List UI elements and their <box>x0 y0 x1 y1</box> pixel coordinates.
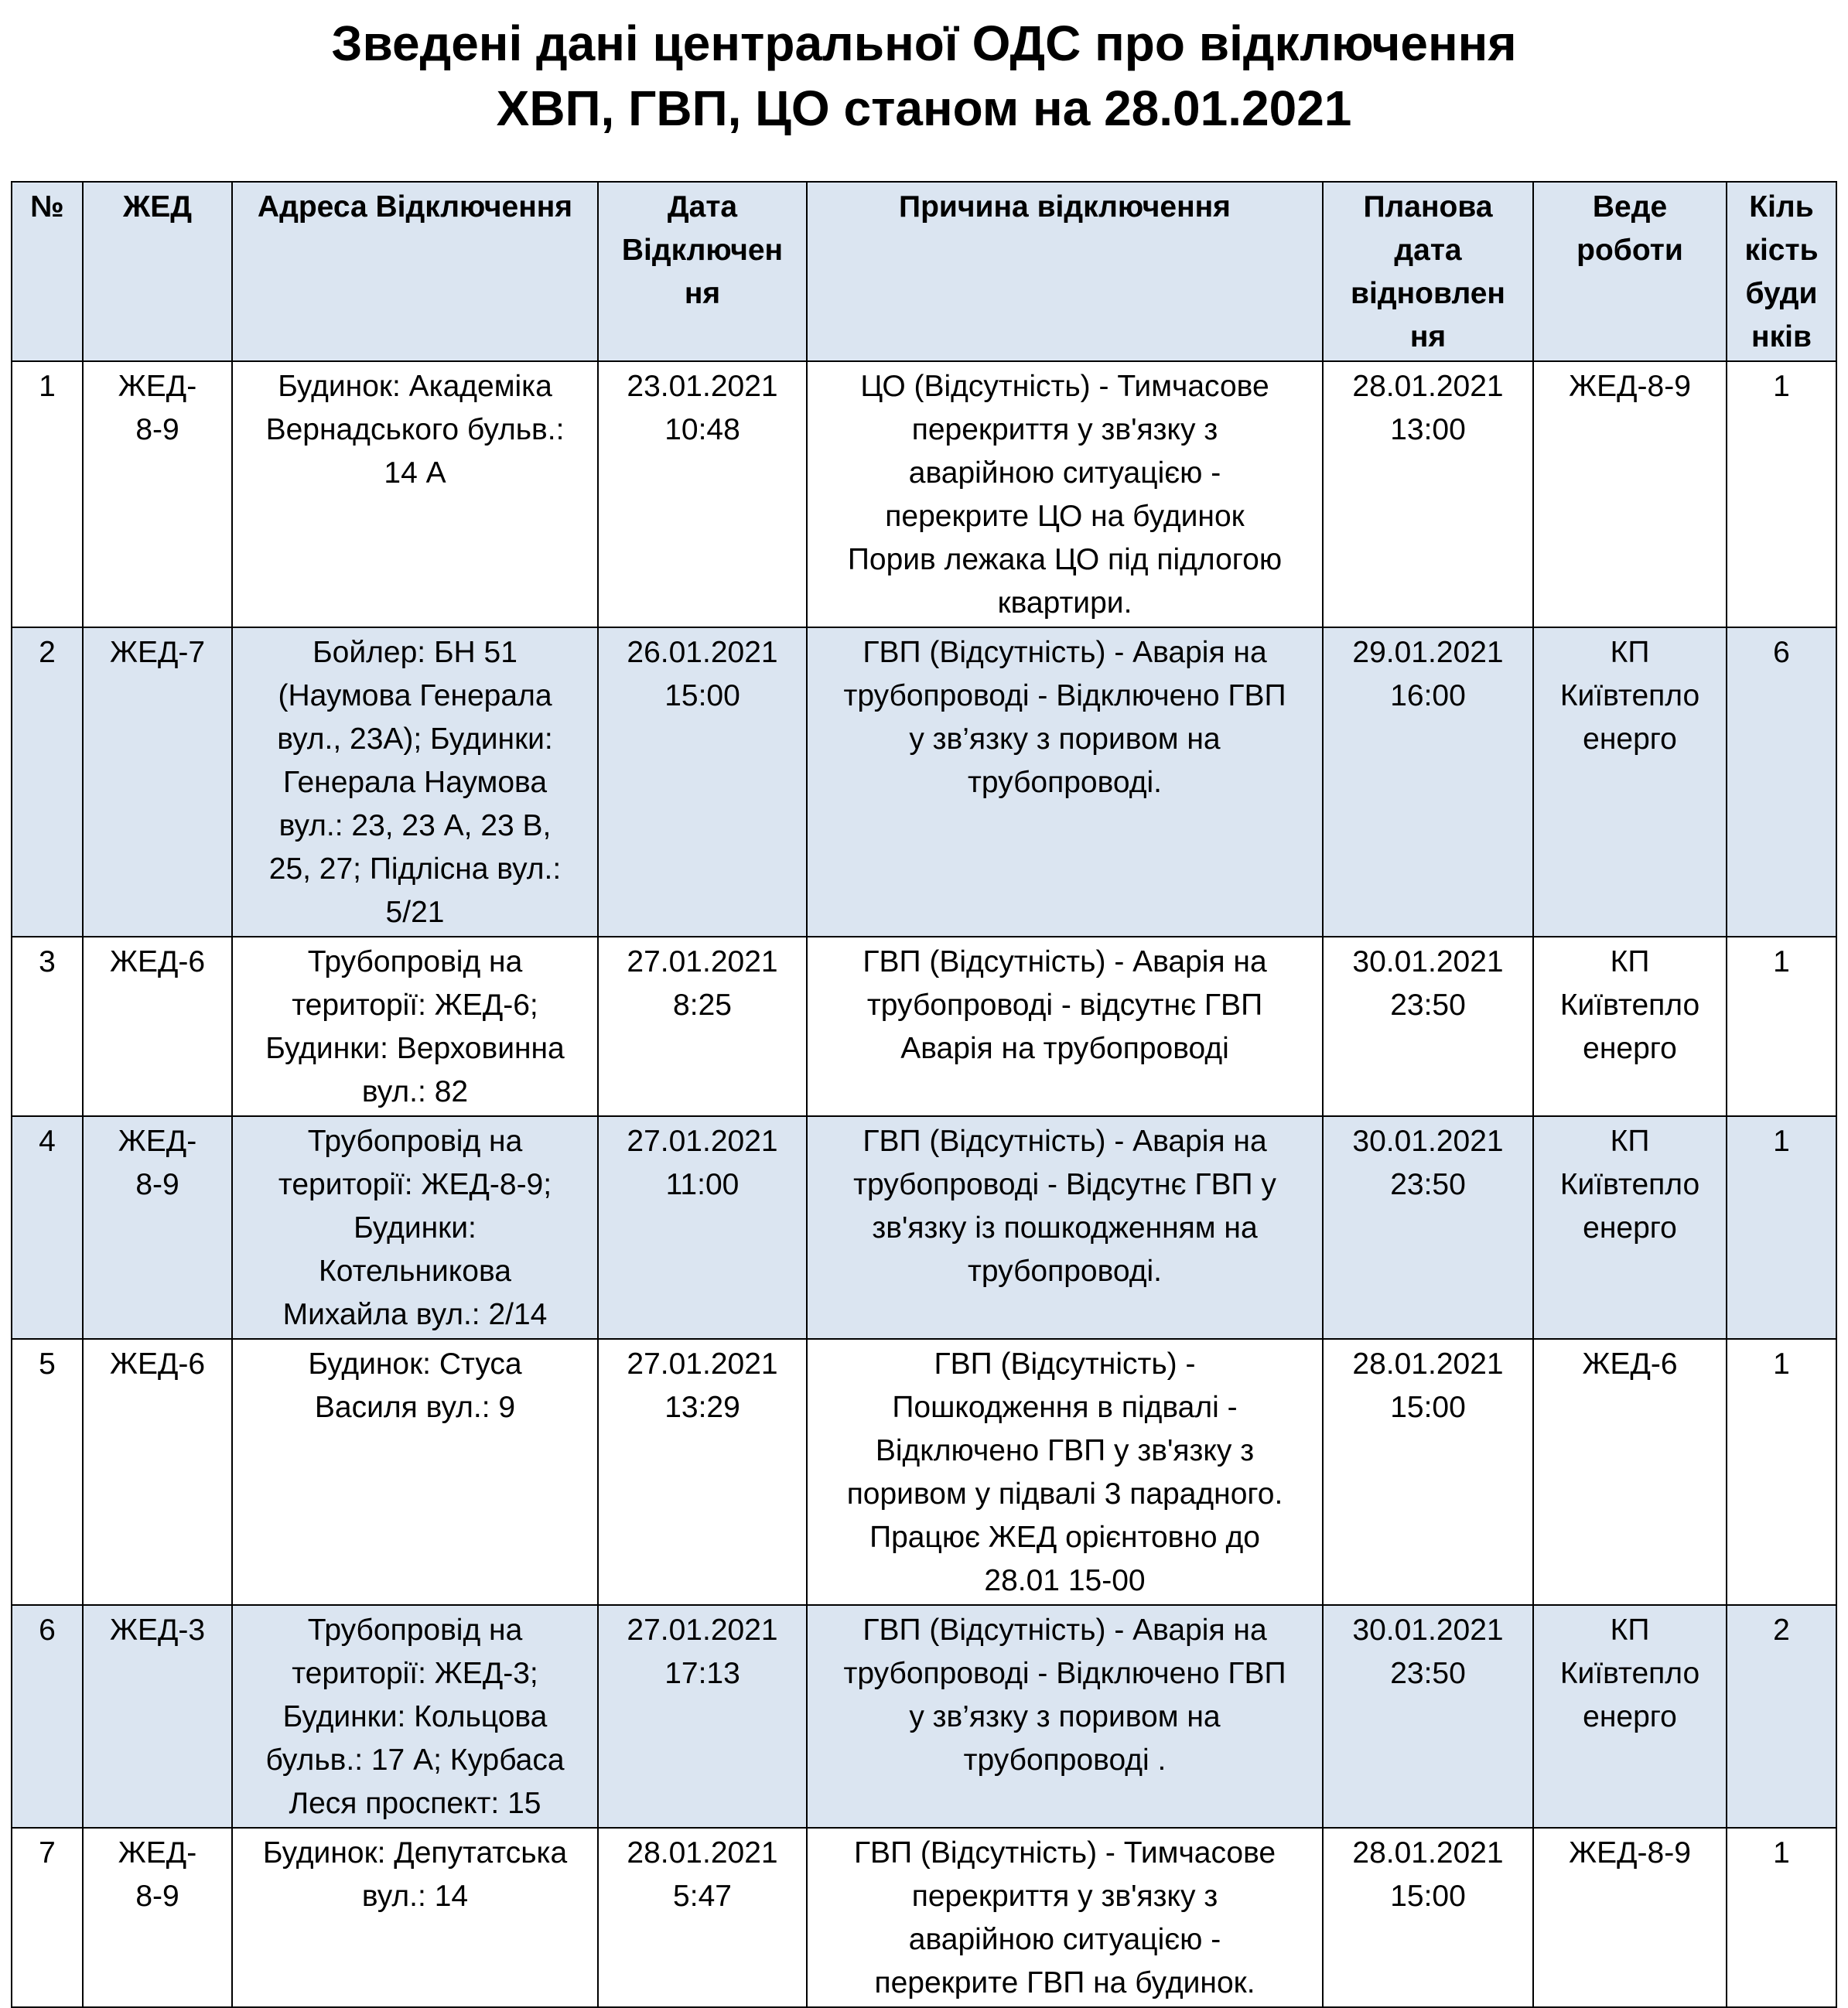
cell-line: Аварія на трубопроводі <box>900 1032 1229 1065</box>
cell-works <box>1533 1828 1727 2007</box>
cell-houses <box>1727 937 1836 1116</box>
cell-line: Відключено ГВП у зв'язку з <box>875 1434 1255 1467</box>
header-reason: Причина відключення <box>807 182 1323 361</box>
cell-line: ГВП (Відсутність) - Аварія на <box>863 1125 1267 1158</box>
cell-line: 8-9 <box>135 413 179 446</box>
cell-line: КП <box>1610 636 1650 669</box>
cell-line: 23:50 <box>1390 989 1466 1022</box>
cell-houses <box>1727 361 1836 627</box>
cell-line: КП <box>1610 1125 1650 1158</box>
cell-num <box>12 1605 83 1828</box>
table-row <box>12 1116 1836 1339</box>
cell-line: ЖЕД-8-9 <box>1569 1836 1691 1870</box>
cell-line: Трубопровід на <box>307 1614 523 1647</box>
cell-line: території: ЖЕД-6; <box>292 989 538 1022</box>
table-body <box>12 361 1836 2007</box>
cell-line: Леся проспект: 15 <box>289 1787 541 1820</box>
cell-line: Будинки: Верховинна <box>265 1032 565 1065</box>
cell-reason <box>807 627 1323 937</box>
cell-zhed <box>83 1116 232 1339</box>
cell-line: 1 <box>1773 1347 1790 1381</box>
cell-num <box>12 1828 83 2007</box>
cell-date-off <box>598 627 807 937</box>
cell-works <box>1533 1339 1727 1605</box>
cell-line: перекриття у зв'язку з <box>911 413 1218 446</box>
cell-zhed <box>83 1605 232 1828</box>
cell-reason <box>807 937 1323 1116</box>
table-row <box>12 1828 1836 2007</box>
cell-line: 2 <box>1773 1614 1790 1647</box>
cell-line: ГВП (Відсутність) - Аварія на <box>863 636 1267 669</box>
cell-zhed <box>83 361 232 627</box>
cell-reason <box>807 361 1323 627</box>
cell-plan-date <box>1323 1339 1533 1605</box>
cell-line: Бойлер: БН 51 <box>313 636 518 669</box>
cell-line: 23.01.2021 <box>627 370 778 403</box>
header-houses <box>1727 182 1836 361</box>
cell-line: трубопроводі - Відключено ГВП <box>843 1657 1286 1690</box>
cell-line: ГВП (Відсутність) - Аварія на <box>863 945 1267 978</box>
cell-line: 15:00 <box>1390 1880 1466 1913</box>
cell-line: ЖЕД- <box>118 1125 197 1158</box>
cell-line: ЖЕД-3 <box>109 1614 206 1647</box>
header-line: кість <box>1744 234 1819 267</box>
cell-line: 7 <box>39 1836 56 1870</box>
cell-num <box>12 937 83 1116</box>
cell-line: 25, 27; Підлісна вул.: <box>268 852 562 886</box>
header-line: відновлен <box>1351 277 1505 310</box>
cell-line: 5/21 <box>385 896 445 929</box>
cell-line: енерго <box>1583 1032 1677 1065</box>
cell-line: 13:29 <box>664 1391 740 1424</box>
table-row <box>12 937 1836 1116</box>
cell-line: аварійною ситуацією - <box>908 1923 1221 1956</box>
cell-line: території: ЖЕД-3; <box>292 1657 538 1690</box>
cell-line: квартири. <box>997 586 1132 620</box>
cell-address <box>232 1605 598 1828</box>
cell-line: ГВП (Відсутність) - Аварія на <box>863 1614 1267 1647</box>
cell-line: 30.01.2021 <box>1352 1614 1504 1647</box>
cell-houses <box>1727 627 1836 937</box>
cell-line: Київтепло <box>1559 1657 1700 1690</box>
cell-line: перекриття у зв'язку з <box>911 1880 1218 1913</box>
cell-plan-date <box>1323 1828 1533 2007</box>
cell-line: території: ЖЕД-8-9; <box>278 1168 552 1201</box>
cell-line: 17:13 <box>664 1657 740 1690</box>
cell-line: 13:00 <box>1390 413 1466 446</box>
outages-table <box>11 181 1837 2008</box>
cell-line: 29.01.2021 <box>1352 636 1504 669</box>
cell-line: 11:00 <box>665 1168 740 1201</box>
header-line: Кіль <box>1749 190 1814 224</box>
cell-line: 15:00 <box>1390 1391 1466 1424</box>
cell-reason <box>807 1605 1323 1828</box>
cell-line: Вернадського бульв.: <box>265 413 565 446</box>
cell-line: ЦО (Відсутність) - Тимчасове <box>860 370 1269 403</box>
cell-line: 23:50 <box>1390 1657 1466 1690</box>
header-line: Планова <box>1363 190 1493 224</box>
header-line: ня <box>1409 320 1447 353</box>
cell-line: Будинки: <box>354 1211 477 1245</box>
cell-zhed <box>83 1339 232 1605</box>
cell-line: 5 <box>39 1347 56 1381</box>
cell-line: у зв’язку з поривом на <box>909 722 1221 756</box>
cell-line: Київтепло <box>1559 989 1700 1022</box>
cell-line: КП <box>1610 1614 1650 1647</box>
cell-line: Київтепло <box>1559 1168 1700 1201</box>
cell-line: енерго <box>1583 722 1677 756</box>
cell-address <box>232 627 598 937</box>
cell-line: поривом у підвалі 3 парадного. <box>846 1477 1283 1511</box>
cell-line: вул.: 82 <box>361 1075 469 1108</box>
cell-works <box>1533 1116 1727 1339</box>
cell-num <box>12 361 83 627</box>
cell-line: трубопроводі - Відсутнє ГВП у <box>853 1168 1276 1201</box>
cell-line: бульв.: 17 А; Курбаса <box>265 1743 565 1777</box>
cell-line: ЖЕД-8-9 <box>1569 370 1691 403</box>
header-line: нків <box>1751 320 1812 353</box>
cell-line: 15:00 <box>664 679 740 712</box>
cell-line: Пошкодження в підвалі - <box>892 1391 1238 1424</box>
cell-line: енерго <box>1583 1211 1677 1245</box>
cell-line: ЖЕД- <box>118 1836 197 1870</box>
cell-num <box>12 627 83 937</box>
cell-line: 28.01.2021 <box>1352 1836 1504 1870</box>
header-num: № <box>12 182 83 361</box>
cell-line: Генерала Наумова <box>282 766 548 799</box>
cell-line: 6 <box>1773 636 1790 669</box>
cell-line: ЖЕД-6 <box>1582 1347 1678 1381</box>
cell-line: 10:48 <box>664 413 740 446</box>
cell-line: Михайла вул.: 2/14 <box>282 1298 548 1331</box>
header-line: Дата <box>667 190 738 224</box>
header-line: Відключен <box>621 234 784 267</box>
cell-line: трубопроводі. <box>968 766 1162 799</box>
header-plan-date <box>1323 182 1533 361</box>
table-row <box>12 627 1836 937</box>
cell-line: 2 <box>39 636 56 669</box>
cell-line: Київтепло <box>1559 679 1700 712</box>
header-line: дата <box>1394 234 1462 267</box>
table-row <box>12 1605 1836 1828</box>
cell-line: 5:47 <box>673 1880 732 1913</box>
cell-address <box>232 361 598 627</box>
cell-line: 1 <box>1773 1125 1790 1158</box>
cell-line: перекрите ЦО на будинок <box>885 500 1245 533</box>
cell-works <box>1533 1605 1727 1828</box>
cell-line: 8-9 <box>135 1168 179 1201</box>
cell-houses <box>1727 1339 1836 1605</box>
cell-zhed <box>83 1828 232 2007</box>
cell-line: 1 <box>1773 1836 1790 1870</box>
header-line: ня <box>684 277 721 310</box>
cell-line: трубопроводі . <box>963 1743 1167 1777</box>
cell-zhed <box>83 627 232 937</box>
title-line-1: Зведені дані центральної ОДС про відключення <box>331 15 1517 71</box>
cell-line: ЖЕД- <box>118 370 197 403</box>
title-line-2: ХВП, ГВП, ЦО станом на 28.01.2021 <box>496 80 1352 136</box>
cell-works <box>1533 937 1727 1116</box>
cell-line: 8:25 <box>673 989 732 1022</box>
cell-line: 3 <box>39 945 56 978</box>
cell-line: зв'язку із пошкодженням на <box>872 1211 1258 1245</box>
cell-plan-date <box>1323 1605 1533 1828</box>
cell-date-off <box>598 1605 807 1828</box>
cell-line: ГВП (Відсутність) - <box>934 1347 1196 1381</box>
cell-line: (Наумова Генерала <box>278 679 552 712</box>
cell-num <box>12 1339 83 1605</box>
cell-line: 30.01.2021 <box>1352 1125 1504 1158</box>
cell-line: вул.: 23, 23 А, 23 В, <box>278 809 552 842</box>
cell-reason <box>807 1828 1323 2007</box>
cell-line: 14 А <box>384 456 446 490</box>
cell-line: Будинок: Стуса <box>308 1347 522 1381</box>
cell-date-off <box>598 1339 807 1605</box>
cell-plan-date <box>1323 361 1533 627</box>
cell-line: 16:00 <box>1390 679 1466 712</box>
cell-date-off <box>598 1116 807 1339</box>
cell-line: трубопроводі - Відключено ГВП <box>843 679 1286 712</box>
cell-line: Будинок: Депутатська <box>262 1836 568 1870</box>
cell-line: аварійною ситуацією - <box>908 456 1221 490</box>
cell-date-off <box>598 361 807 627</box>
cell-line: 28.01.2021 <box>1352 370 1504 403</box>
cell-line: 8-9 <box>135 1880 179 1913</box>
cell-line: трубопроводі. <box>968 1255 1162 1288</box>
cell-line: ГВП (Відсутність) - Тимчасове <box>853 1836 1276 1870</box>
header-line: роботи <box>1576 234 1683 267</box>
cell-address <box>232 1828 598 2007</box>
cell-reason <box>807 1116 1323 1339</box>
cell-reason <box>807 1339 1323 1605</box>
cell-line: 1 <box>1773 370 1790 403</box>
cell-houses <box>1727 1605 1836 1828</box>
cell-num <box>12 1116 83 1339</box>
table-row <box>12 1339 1836 1605</box>
cell-address <box>232 1116 598 1339</box>
cell-line: 28.01 15-00 <box>984 1564 1146 1597</box>
cell-plan-date <box>1323 1116 1533 1339</box>
cell-date-off <box>598 937 807 1116</box>
header-address: Адреса Відключення <box>232 182 598 361</box>
cell-line: Працює ЖЕД орієнтовно до <box>869 1521 1260 1554</box>
cell-line: 6 <box>39 1614 56 1647</box>
cell-line: енерго <box>1583 1700 1677 1733</box>
cell-address <box>232 937 598 1116</box>
cell-line: Трубопровід на <box>307 1125 523 1158</box>
cell-houses <box>1727 1828 1836 2007</box>
cell-line: ЖЕД-6 <box>109 1347 206 1381</box>
header-zhed: ЖЕД <box>83 182 232 361</box>
header-date-off <box>598 182 807 361</box>
cell-line: 28.01.2021 <box>1352 1347 1504 1381</box>
cell-line: Василя вул.: 9 <box>314 1391 516 1424</box>
cell-line: Порив лежака ЦО під підлогою <box>847 543 1283 576</box>
cell-works <box>1533 627 1727 937</box>
cell-line: 27.01.2021 <box>627 1614 778 1647</box>
cell-line: 26.01.2021 <box>627 636 778 669</box>
cell-line: Трубопровід на <box>307 945 523 978</box>
cell-line: Котельникова <box>319 1255 511 1288</box>
header-row <box>12 182 1836 361</box>
cell-line: 30.01.2021 <box>1352 945 1504 978</box>
cell-address <box>232 1339 598 1605</box>
cell-line: Будинок: Академіка <box>278 370 552 403</box>
header-works <box>1533 182 1727 361</box>
cell-line: перекрите ГВП на будинок. <box>874 1966 1255 1999</box>
cell-line: Будинки: Кольцова <box>282 1700 548 1733</box>
cell-line: 23:50 <box>1390 1168 1466 1201</box>
cell-line: 4 <box>39 1125 56 1158</box>
cell-zhed <box>83 937 232 1116</box>
cell-line: вул., 23А); Будинки: <box>277 722 553 756</box>
cell-line: ЖЕД-6 <box>109 945 206 978</box>
cell-line: трубопроводі - відсутнє ГВП <box>866 989 1263 1022</box>
header-line: буди <box>1745 277 1818 310</box>
table-row <box>12 361 1836 627</box>
cell-line: 1 <box>39 370 56 403</box>
cell-line: у зв’язку з поривом на <box>909 1700 1221 1733</box>
cell-line: 27.01.2021 <box>627 1347 778 1381</box>
cell-plan-date <box>1323 627 1533 937</box>
cell-plan-date <box>1323 937 1533 1116</box>
cell-line: 27.01.2021 <box>627 945 778 978</box>
cell-line: 28.01.2021 <box>627 1836 778 1870</box>
cell-houses <box>1727 1116 1836 1339</box>
header-line: Веде <box>1592 190 1668 224</box>
cell-line: КП <box>1610 945 1650 978</box>
cell-line: вул.: 14 <box>361 1880 469 1913</box>
cell-line: 27.01.2021 <box>627 1125 778 1158</box>
cell-works <box>1533 361 1727 627</box>
document-title <box>0 11 1848 141</box>
cell-line: 1 <box>1773 945 1790 978</box>
cell-date-off <box>598 1828 807 2007</box>
cell-line: ЖЕД-7 <box>109 636 206 669</box>
